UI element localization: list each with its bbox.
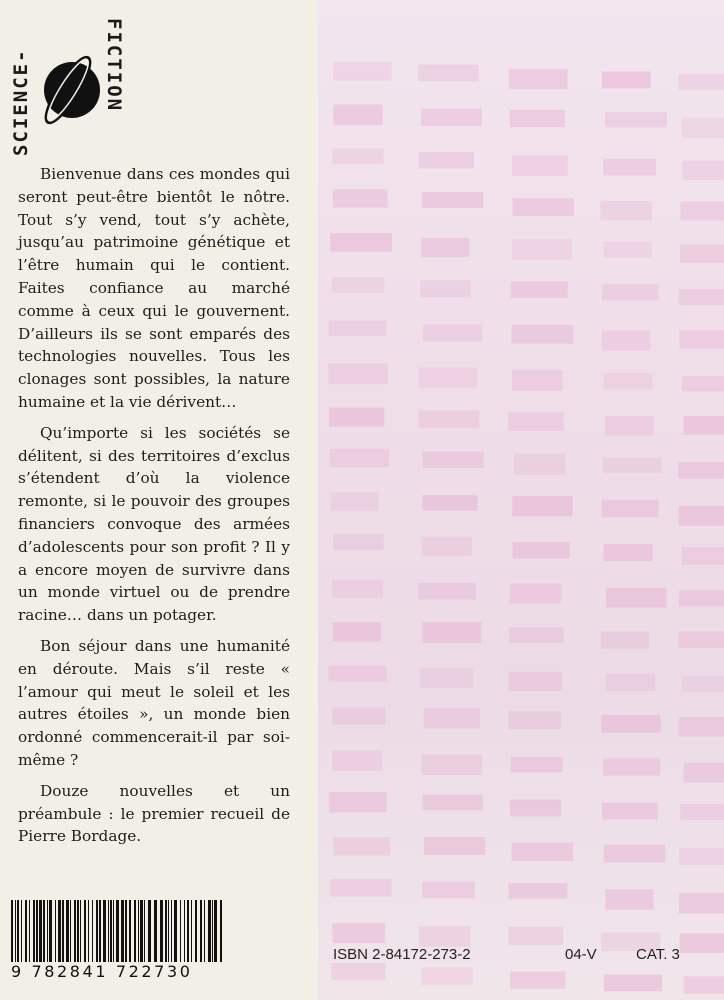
pink-building-artwork — [318, 0, 724, 1000]
blurb-text — [18, 163, 290, 856]
category-label: CAT. 3 — [636, 946, 680, 963]
barcode — [9, 900, 226, 990]
blurb-paragraph-1: Bienvenue dans ces mondes qui seront peut-être bientôt le nôtre. Tout s’y vend, tout s’y achète, jusqu’au patrimoine génétique et l’être humain qui le contient. Faites confiance au marché comme à ceux qui le gouvernent. D’ailleurs ils se sont emparés des technologies nouvelles. Tous les clonages sont possibles, la nature humaine et la vie dérivent… — [18, 165, 290, 411]
series-logo — [10, 8, 125, 158]
code-label: 04-V — [565, 946, 597, 963]
blurb-paragraph-2: Qu’importe si les sociétés se délitent, si des territoires d’exclus s’étendent d’où la violence remonte, si le pouvoir des groupes financiers convoque des armées d’adolescents pour son profit ? Il y a encore moyen de survivre dans un monde virtuel ou de prendre racine… dans un potager. — [18, 423, 290, 625]
isbn-label: ISBN 2-84172-273-2 — [333, 946, 471, 963]
logo-science-label: SCIENCE- — [10, 48, 32, 156]
cover-art-panel — [318, 0, 724, 1000]
barcode-number: 9 782841 722730 — [11, 962, 226, 981]
barcode-bars — [9, 900, 226, 970]
blurb-paragraph-4: Douze nouvelles et un préambule : le premier recueil de Pierre Bordage. — [18, 781, 290, 846]
logo-fiction-label: FICTION — [103, 18, 125, 113]
blurb-paragraph-3: Bon séjour dans une humanité en déroute. Mais s’il reste « l’amour qui meut le soleil et les autres étoiles », un monde bien ordonné commencerait-il par soi-même ? — [18, 636, 290, 769]
back-cover-text-panel — [0, 0, 318, 1000]
planet-icon — [28, 38, 108, 143]
